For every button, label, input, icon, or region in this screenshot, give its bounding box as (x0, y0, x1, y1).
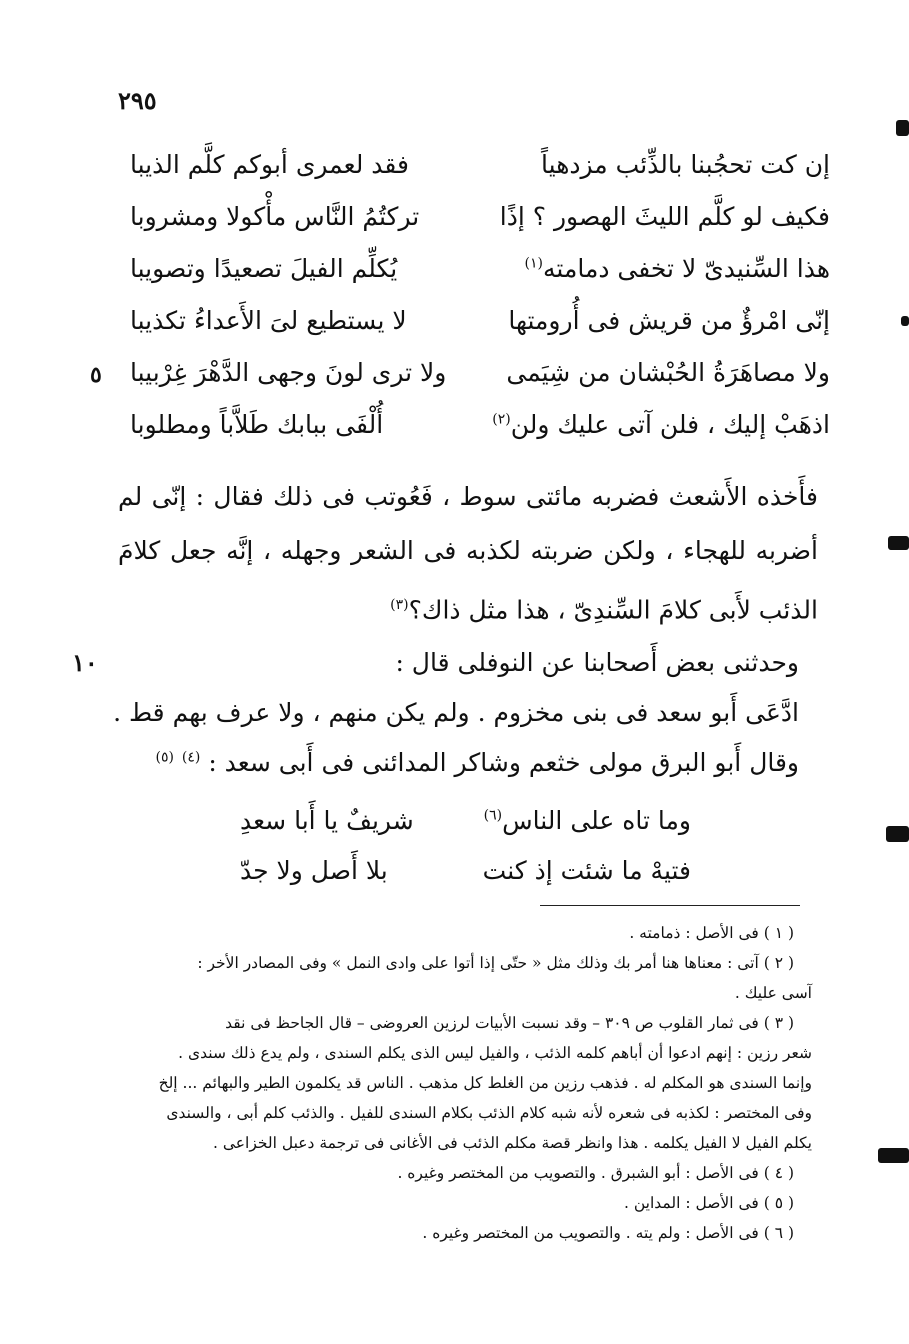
footnote: ( ٣ ) فى ثمار القلوب ص ٣٠٩ – وقد نسبت الأبيات لرزين العروضى – قال الجاحظ فى نقد (225, 1014, 794, 1032)
short-verse-left: بلا أَصل ولا جدّ (240, 856, 388, 885)
scan-mark (888, 536, 909, 550)
footnote-separator (540, 905, 800, 906)
footnote-continued: يكلم الفيل لا الفيل يكلمه . هذا وانظر قصة مكلم الذئب فى الأغانى فى ترجمة دعبل الخزاعى . (213, 1134, 812, 1152)
footnote: ( ٢ ) آتى : معناها هنا أمر بك وذلك مثل « حتّى إذا أتوا على وادى النمل » وفى المصادر الأخر : (197, 954, 794, 972)
scan-mark (878, 1148, 909, 1163)
paragraph-text: وقال أَبو البرق مولى خثعم وشاكر المدائنى فى أَبى سعد : (208, 748, 799, 777)
footnote: ( ٦ ) فى الأصل : ولم يته . والتصويب من المختصر وغيره . (422, 1224, 794, 1242)
footnote-ref: (٣) (390, 597, 409, 613)
verse-hemistich-right: ولا مصاهَرَةُ الحُبْشان من شِيَمى (506, 358, 830, 387)
verse-hemistich-right (500, 254, 830, 283)
footnote-continued: شعر رزين : إنهم ادعوا أن أباهم كلمه الذئب ، والفيل ليس الذى يكلم السندى ، ولم يدع ذلك سندى . (178, 1044, 812, 1062)
verse-hemistich-left: يُكلِّم الفيلَ تصعيدًا وتصويبا (130, 254, 398, 283)
footnote-ref: (٢) (492, 411, 511, 428)
verse-hemistich-right (492, 410, 830, 439)
line-number: ٥ (90, 362, 102, 388)
verse-block (90, 150, 830, 462)
paragraph-text: فأَخذه الأَشعث فضربه مائتى سوط ، فَعُوتب فى ذلك فقال : إنّى لم أضربه للهجاء ، ولكن ضربته لكذبه فى الشعر وجهله ، إنَّه جعل كلامَ الذئب لأَبى كلامَ السِّندِىّ ، هذا مثل ذاك؟ (118, 482, 818, 625)
line-number: ١٠ (72, 648, 98, 677)
footnotes (100, 918, 812, 1248)
verse-hemistich-left: تركتُمُ النَّاس مأْكولا ومشروبا (130, 202, 420, 231)
scan-mark (886, 826, 909, 842)
verse-row (90, 358, 830, 410)
footnote-continued: وإنما السندى هو المكلم له . فذهب رزين من الغلط كل مذهب . الناس قد يكلمون الطير والبهائم ... إلخ (158, 1074, 812, 1092)
footnote: ( ٥ ) فى الأصل : المداين . (624, 1194, 794, 1212)
short-verse-right (484, 806, 691, 835)
verse-text: وما تاه على الناس (502, 806, 691, 835)
verse-row (90, 410, 830, 462)
footnote: ( ١ ) فى الأصل : ذمامته . (629, 924, 794, 942)
short-verse-left: شريفٌ يا أَبا سعدِ (240, 806, 414, 835)
paragraph-line: ادَّعَى أَبو سعد فى بنى مخزوم . ولم يكن منهم ، ولا عرف بهم قط . (113, 698, 799, 727)
verse-hemistich-right: فكيف لو كلَّم الليثَ الهصور ؟ إذًا (499, 202, 830, 231)
footnote-ref: (٥) (155, 749, 174, 766)
footnote-ref: (٦) (483, 807, 503, 824)
verse-row (90, 202, 830, 254)
verse-text: اذهَبْ إليك ، فلن آتى عليك ولن (510, 410, 830, 439)
verse-text: هذا السِّنيدىّ لا تخفى دمامته (543, 254, 830, 283)
verse-hemistich-right: إن كت تحجُبنا بالذِّئب مزدهياً (541, 150, 830, 179)
footnote-continued: وفى المختصر : لكذبه فى شعره لأنه شبه كلام الذئب بكلام السندى للفيل . والذئب كلم أبى ، والسندى (166, 1104, 812, 1122)
footnote-ref: (٤) (181, 749, 201, 766)
verse-hemistich-right: إنّى امْرؤٌ من قريش فى أُرومتها (508, 306, 830, 335)
paragraph-line: وحدثنى بعض أَصحابنا عن النوفلى قال : (395, 648, 799, 677)
short-verse-right: فتيهْ ما شئت إذ كنت (482, 856, 691, 885)
footnote: ( ٤ ) فى الأصل : أبو الشبرق . والتصويب من المختصر وغيره . (397, 1164, 794, 1182)
verse-hemistich-left: فقد لعمرى أبوكم كلَّم الذيبا (130, 150, 409, 179)
verse-hemistich-left: ولا ترى لونَ وجهى الدَّهْرَ غِرْبيبا (130, 358, 447, 387)
verse-hemistich-left: لا يستطيع لىَ الأَعداءُ تكذيبا (130, 306, 407, 335)
footnote-ref: (١) (524, 255, 543, 272)
paragraph (118, 470, 818, 637)
scan-mark (901, 316, 909, 326)
page-number: ٢٩٥ (118, 86, 157, 115)
verse-row (90, 254, 830, 306)
verse-row (90, 306, 830, 358)
paragraph-line (155, 748, 799, 777)
footnote-continued: آسى عليك . (734, 984, 812, 1002)
scan-mark (896, 120, 909, 136)
verse-hemistich-left: أُلْفَى ببابك طَلاَّباً ومطلوبا (130, 410, 384, 439)
verse-row (90, 150, 830, 202)
